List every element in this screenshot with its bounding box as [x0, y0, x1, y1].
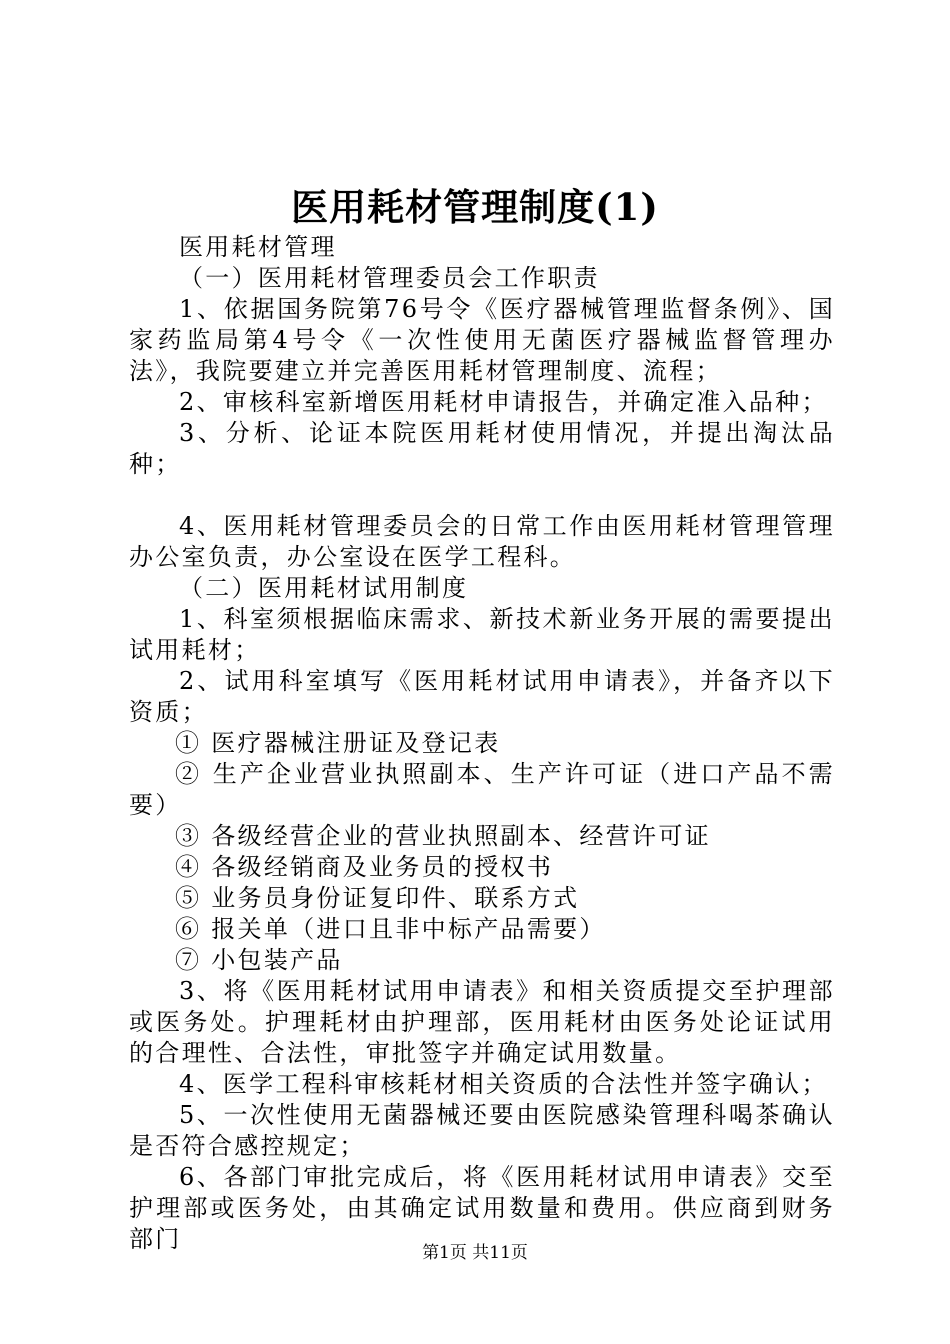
paragraph: 4、医用耗材管理委员会的日常工作由医用耗材管理管理办公室负责，办公室设在医学工程科。 — [129, 512, 835, 571]
paragraph: 4、医学工程科审核耗材相关资质的合法性并签字确认； — [179, 1070, 828, 1098]
paragraph: 1、依据国务院第76号令《医疗器械管理监督条例》、国家药监局第4号令《一次性使用无菌医疗器械监督管理办法》，我院要建立并完善医用耗材管理制度、流程； — [129, 295, 835, 385]
list-item: ③ 各级经营企业的营业执照副本、经营许可证 — [175, 822, 711, 850]
section-heading: （一）医用耗材管理委员会工作职责 — [179, 264, 600, 292]
paragraph: 医用耗材管理 — [179, 233, 337, 261]
section-heading: （二）医用耗材试用制度 — [179, 574, 469, 602]
list-item: ② 生产企业营业执照副本、生产许可证（进口产品不需要） — [129, 760, 835, 819]
document-title: 医用耗材管理制度(1) — [291, 185, 659, 229]
list-item: ⑥ 报关单（进口且非中标产品需要） — [175, 915, 606, 943]
paragraph: 5、一次性使用无菌器械还要由医院感染管理科喝茶确认是否符合感控规定； — [129, 1101, 835, 1160]
paragraph: 3、将《医用耗材试用申请表》和相关资质提交至护理部或医务处。护理耗材由护理部，医用耗材由医务处论证试用的合理性、合法性，审批签字并确定试用数量。 — [129, 977, 835, 1067]
list-item: ④ 各级经销商及业务员的授权书 — [175, 853, 554, 881]
list-item: ⑤ 业务员身份证复印件、联系方式 — [175, 884, 580, 912]
list-item: ① 医疗器械注册证及登记表 — [175, 729, 501, 757]
paragraph: 2、审核科室新增医用耗材申请报告，并确定准入品种； — [179, 388, 828, 416]
paragraph: 2、试用科室填写《医用耗材试用申请表》，并备齐以下资质； — [129, 667, 835, 726]
page-footer: 第1页 共11页 — [422, 1243, 528, 1263]
document-body — [129, 232, 835, 1255]
paragraph: 3、分析、论证本院医用耗材使用情况，并提出淘汰品种； — [129, 419, 835, 478]
list-item: ⑦ 小包装产品 — [175, 946, 343, 974]
paragraph: 6、各部门审批完成后，将《医用耗材试用申请表》交至护理部或医务处，由其确定试用数量和费用。供应商到财务部门 — [129, 1163, 835, 1253]
paragraph: 1、科室须根据临床需求、新技术新业务开展的需要提出试用耗材； — [129, 605, 835, 664]
